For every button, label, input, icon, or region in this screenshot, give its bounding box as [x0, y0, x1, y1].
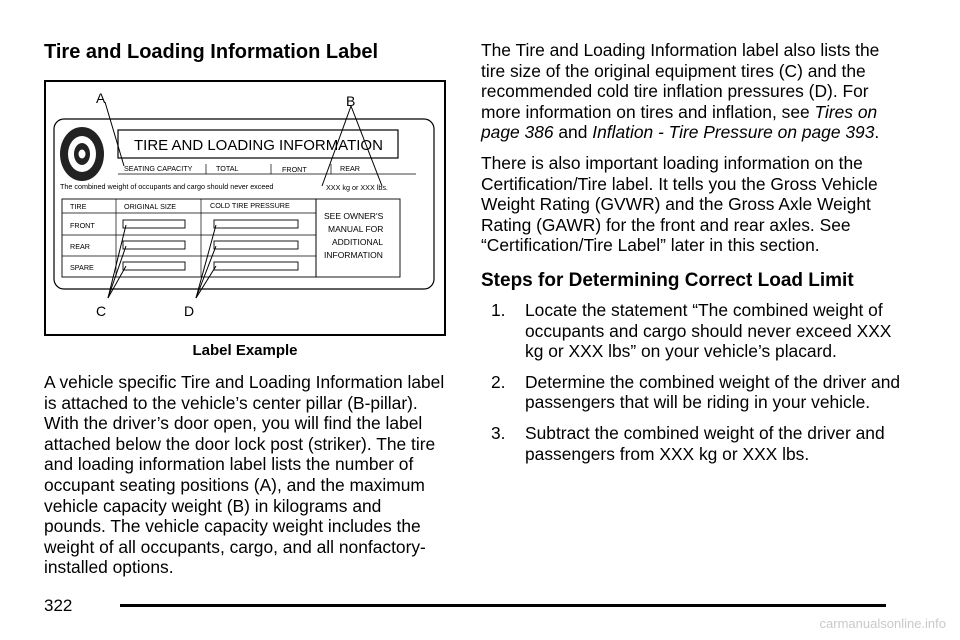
section-title: Tire and Loading Information Label: [44, 41, 379, 63]
owners-manual-line3: ADDITIONAL: [332, 237, 384, 247]
link-inflation-page[interactable]: Inflation - Tire Pressure on page 393: [592, 122, 875, 143]
right-p1-and: and: [558, 122, 588, 143]
callout-d: D: [184, 303, 195, 319]
owners-manual-line2: MANUAL FOR: [328, 224, 384, 234]
steps-heading: Steps for Determining Correct Load Limit: [481, 269, 854, 291]
row-rear-label: REAR: [70, 242, 90, 251]
step-text: Subtract the combined weight of the driver and passengers from XXX kg or XXX lbs.: [525, 422, 885, 464]
right-p1-end: .: [874, 122, 880, 143]
right-p1-text: The Tire and Loading Information label also lists the tire size of the original equipment tires (C) and the recommended cold tire inflation pressures (D). For more information on tires and inflation, see: [481, 40, 880, 122]
row-front-label: FRONT: [70, 221, 95, 230]
steps-list: [481, 300, 901, 464]
watermark: carmanualsonline.info: [819, 616, 946, 631]
owners-manual-line1: SEE OWNER'S: [324, 211, 384, 221]
callout-leaders: [105, 102, 382, 298]
tire-header: TIRE: [70, 202, 87, 211]
step-number: 3.: [491, 422, 506, 443]
front-seat-label: FRONT: [282, 165, 307, 174]
page-number: 322: [44, 596, 73, 615]
tire-table: [62, 199, 316, 277]
row-spare-label: SPARE: [70, 263, 94, 272]
figure-caption: Label Example: [192, 342, 298, 359]
cold-pressure-header: COLD TIRE PRESSURE: [210, 201, 290, 210]
callout-a: A: [96, 90, 106, 106]
tire-icon: [60, 127, 104, 181]
rear-seat-label: REAR: [340, 164, 360, 173]
label-example-figure: [44, 80, 446, 336]
step-number: 1.: [491, 299, 506, 320]
total-label: TOTAL: [216, 164, 239, 173]
link-tires-page[interactable]: Tires on page 386: [481, 101, 878, 143]
callout-b: B: [346, 93, 356, 109]
step-text: Locate the statement “The combined weight of occupants and cargo should never exceed XXX kg or XXX lbs” on your vehicle’s placard.: [525, 299, 892, 362]
step-item: [491, 300, 901, 362]
left-paragraph: A vehicle specific Tire and Loading Information label is attached to the vehicle’s center pillar (B-pillar). With the driver’s door open, you will find the label attached below the door lock post (striker). The tire and loading information label lists the number of occupant seating positions (A), and the maximum vehicle capacity weight (B) in kilograms and pounds. The vehicle capacity weight includes the weight of all occupants, cargo, and all nonfactory-installed options.: [44, 372, 445, 578]
step-text: Determine the combined weight of the driver and passengers that will be riding in your vehicle.: [525, 371, 901, 413]
combined-weight-note: The combined weight of occupants and cargo should never exceed: [60, 182, 274, 191]
owners-manual-line4: INFORMATION: [324, 250, 383, 260]
callout-c: C: [96, 303, 107, 319]
footer-rule: [120, 604, 886, 607]
right-paragraph-1: [481, 40, 901, 143]
seating-capacity-label: SEATING CAPACITY: [124, 164, 193, 173]
tire-label-illustration: [46, 82, 444, 334]
label-title: TIRE AND LOADING INFORMATION: [134, 137, 383, 154]
step-item: [491, 372, 901, 413]
step-number: 2.: [491, 371, 506, 392]
capacity-value: XXX kg or XXX lbs.: [326, 183, 388, 192]
step-item: [491, 423, 901, 464]
right-paragraph-2: There is also important loading information on the Certification/Tire label. It tells you the Gross Vehicle Weight Rating (GVWR) and the Gross Axle Weight Rating (GAWR) for the front and rear axles. See “Certification/Tire Label” later in this section.: [481, 152, 878, 256]
original-size-header: ORIGINAL SIZE: [124, 202, 177, 211]
